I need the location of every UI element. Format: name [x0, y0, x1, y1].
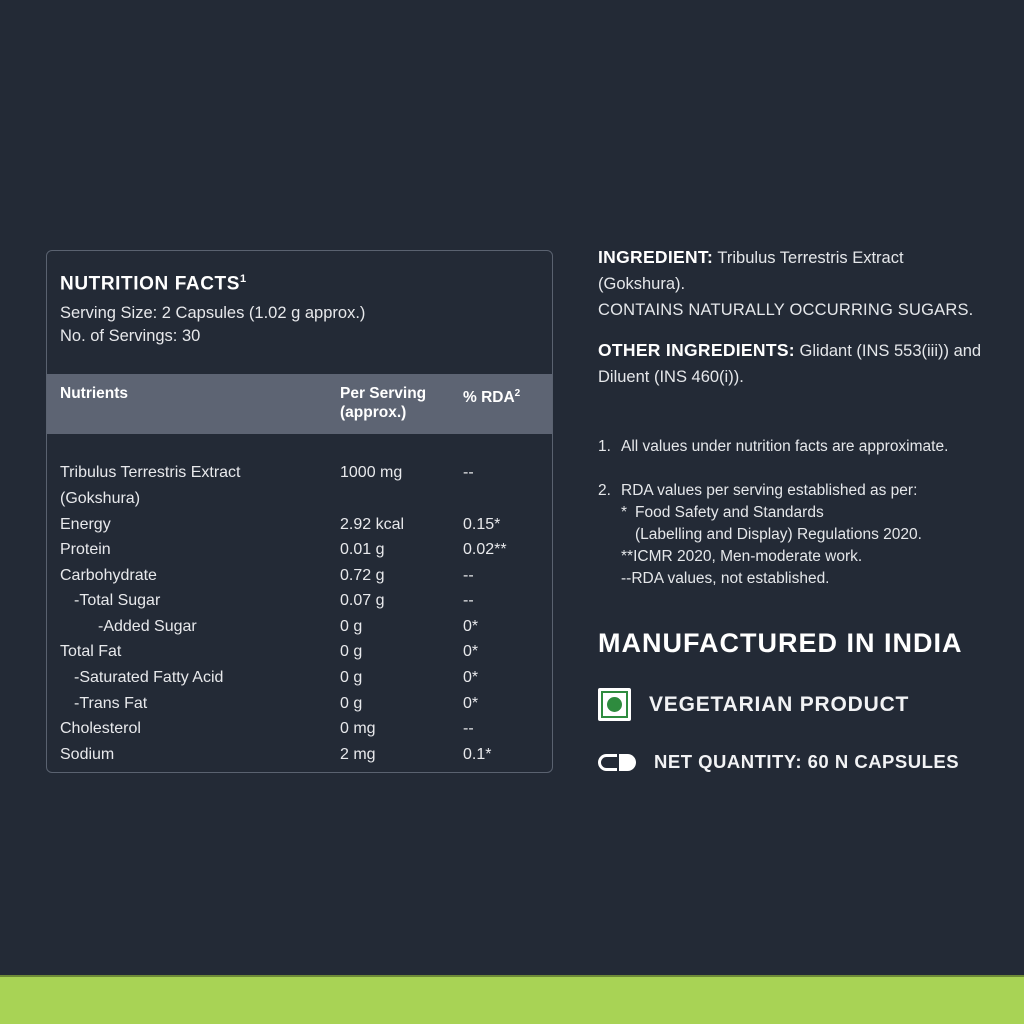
- ingredient-info-column: [598, 244, 990, 590]
- title-footnote-marker: 1: [240, 273, 247, 285]
- manufactured-in-india-heading: MANUFACTURED IN INDIA: [598, 628, 963, 658]
- vegetarian-mark-icon: [598, 688, 631, 721]
- footnote-dashes-line: --RDA values, not established.: [621, 570, 830, 587]
- table-row: [60, 614, 552, 640]
- footnote-double-star-line: **ICMR 2020, Men-moderate work.: [621, 548, 863, 565]
- vegetarian-badge-row: [598, 688, 909, 721]
- net-quantity-row: [598, 751, 959, 773]
- footnote-1-text: All values under nutrition facts are approximate.: [621, 438, 949, 455]
- capsule-icon: [598, 754, 636, 771]
- panel-header: [47, 251, 552, 347]
- nutrition-facts-title-text: NUTRITION FACTS: [60, 273, 240, 295]
- table-row: [60, 665, 552, 691]
- footnote-1: [598, 436, 990, 458]
- column-header-rda: [463, 384, 552, 422]
- ingredient-text: Tribulus Terrestris Extract (Gokshura).: [598, 249, 904, 293]
- nutrient-rda: 0*: [463, 643, 479, 661]
- footnote-1-number: 1.: [598, 438, 611, 455]
- nutrient-name: Cholesterol: [60, 720, 141, 738]
- vegetarian-product-label: VEGETARIAN PRODUCT: [649, 692, 910, 716]
- table-row: [60, 512, 552, 538]
- nutrient-rda: --: [463, 464, 474, 482]
- table-row: [60, 742, 552, 768]
- nutrient-name: Sodium: [60, 745, 115, 763]
- nutrient-value: 0.01 g: [340, 541, 385, 559]
- rda-header-text: % RDA: [463, 389, 515, 407]
- serving-info: [60, 302, 538, 347]
- capsule-left-half: [598, 754, 617, 771]
- nutrient-value: 0 g: [340, 617, 363, 635]
- nutrient-value: 0 g: [340, 694, 363, 712]
- nutrient-value: 0.07 g: [340, 592, 385, 610]
- vegetarian-mark-border: [601, 691, 628, 718]
- nutrient-rda: --: [463, 566, 474, 584]
- nutrient-name: -Saturated Fatty Acid: [74, 669, 224, 687]
- footnotes: [598, 436, 990, 590]
- nutrient-name: -Total Sugar: [74, 592, 161, 610]
- table-row: [60, 691, 552, 717]
- nutrient-value: 1000 mg: [340, 464, 403, 482]
- nutrition-facts-title: [60, 273, 538, 295]
- rda-footnote-marker: 2: [514, 388, 521, 400]
- footnote-spacer: [598, 458, 990, 480]
- vegetarian-mark-dot: [607, 697, 622, 712]
- table-row: [60, 563, 552, 589]
- servings-count: No. of Servings: 30: [60, 326, 201, 345]
- other-ingredients-paragraph: [598, 337, 990, 390]
- table-row: [60, 537, 552, 563]
- footnote-2-text: RDA values per serving established as per:: [621, 482, 918, 499]
- nutrient-rda: 0*: [463, 694, 479, 712]
- nutrient-rda: 0*: [463, 617, 479, 635]
- nutrient-rda: --: [463, 592, 474, 610]
- nutrient-value: 2 mg: [340, 745, 376, 763]
- contains-sugars-line: CONTAINS NATURALLY OCCURRING SUGARS.: [598, 301, 974, 319]
- table-row: [60, 460, 552, 511]
- ingredient-label: INGREDIENT:: [598, 247, 714, 267]
- star-text: Food Safety and Standards: [635, 504, 824, 521]
- nutrient-value: 2.92 kcal: [340, 515, 405, 533]
- footnote-star-line: [621, 502, 990, 524]
- table-row: [60, 716, 552, 742]
- nutrient-rda: 0*: [463, 669, 479, 687]
- serving-size: Serving Size: 2 Capsules (1.02 g approx.): [60, 304, 366, 323]
- nutrient-name: Carbohydrate: [60, 566, 157, 584]
- bottom-accent-bar: [0, 975, 1024, 1024]
- column-header-per-serving: [340, 384, 463, 422]
- footnote-star-line-2: (Labelling and Display) Regulations 2020.: [635, 526, 922, 543]
- nutrient-rda: --: [463, 720, 474, 738]
- capsule-right-half: [619, 754, 636, 771]
- table-row: [60, 639, 552, 665]
- nutrient-name: Protein: [60, 541, 111, 559]
- net-quantity-label: NET QUANTITY: 60 N CAPSULES: [654, 751, 960, 772]
- footnote-2: [598, 480, 990, 502]
- footnote-2-number: 2.: [598, 482, 611, 499]
- nutrient-rda: 0.1*: [463, 745, 492, 763]
- column-header-nutrients: Nutrients: [60, 385, 129, 403]
- nutrient-name: -Added Sugar: [98, 617, 197, 635]
- other-ingredients-label: OTHER INGREDIENTS:: [598, 340, 795, 360]
- table-row: [60, 588, 552, 614]
- other-ingredients-text: Glidant (INS 553(iii)) and Diluent (INS 460(i)).: [598, 342, 982, 386]
- nutrient-name: Energy: [60, 515, 111, 533]
- nutrient-value: 0 g: [340, 643, 363, 661]
- nutrient-name: Tribulus Terrestris Extract (Gokshura): [60, 464, 241, 507]
- footnote-2-details: [598, 502, 990, 590]
- nutrient-rda: 0.15*: [463, 515, 501, 533]
- nutrients-table-header: [47, 374, 552, 434]
- nutrient-name: -Trans Fat: [74, 694, 148, 712]
- star-marker: *: [621, 504, 628, 521]
- nutrition-facts-panel: [46, 250, 553, 773]
- nutrient-name: Total Fat: [60, 643, 122, 661]
- nutrients-table-body: [47, 434, 552, 767]
- nutrient-value: 0 mg: [340, 720, 376, 738]
- nutrient-value: 0.72 g: [340, 566, 385, 584]
- ingredient-paragraph: [598, 244, 990, 323]
- nutrient-rda: 0.02**: [463, 541, 507, 559]
- per-serving-line2: (approx.): [340, 404, 407, 422]
- per-serving-line1: Per Serving: [340, 385, 427, 403]
- nutrient-value: 0 g: [340, 669, 363, 687]
